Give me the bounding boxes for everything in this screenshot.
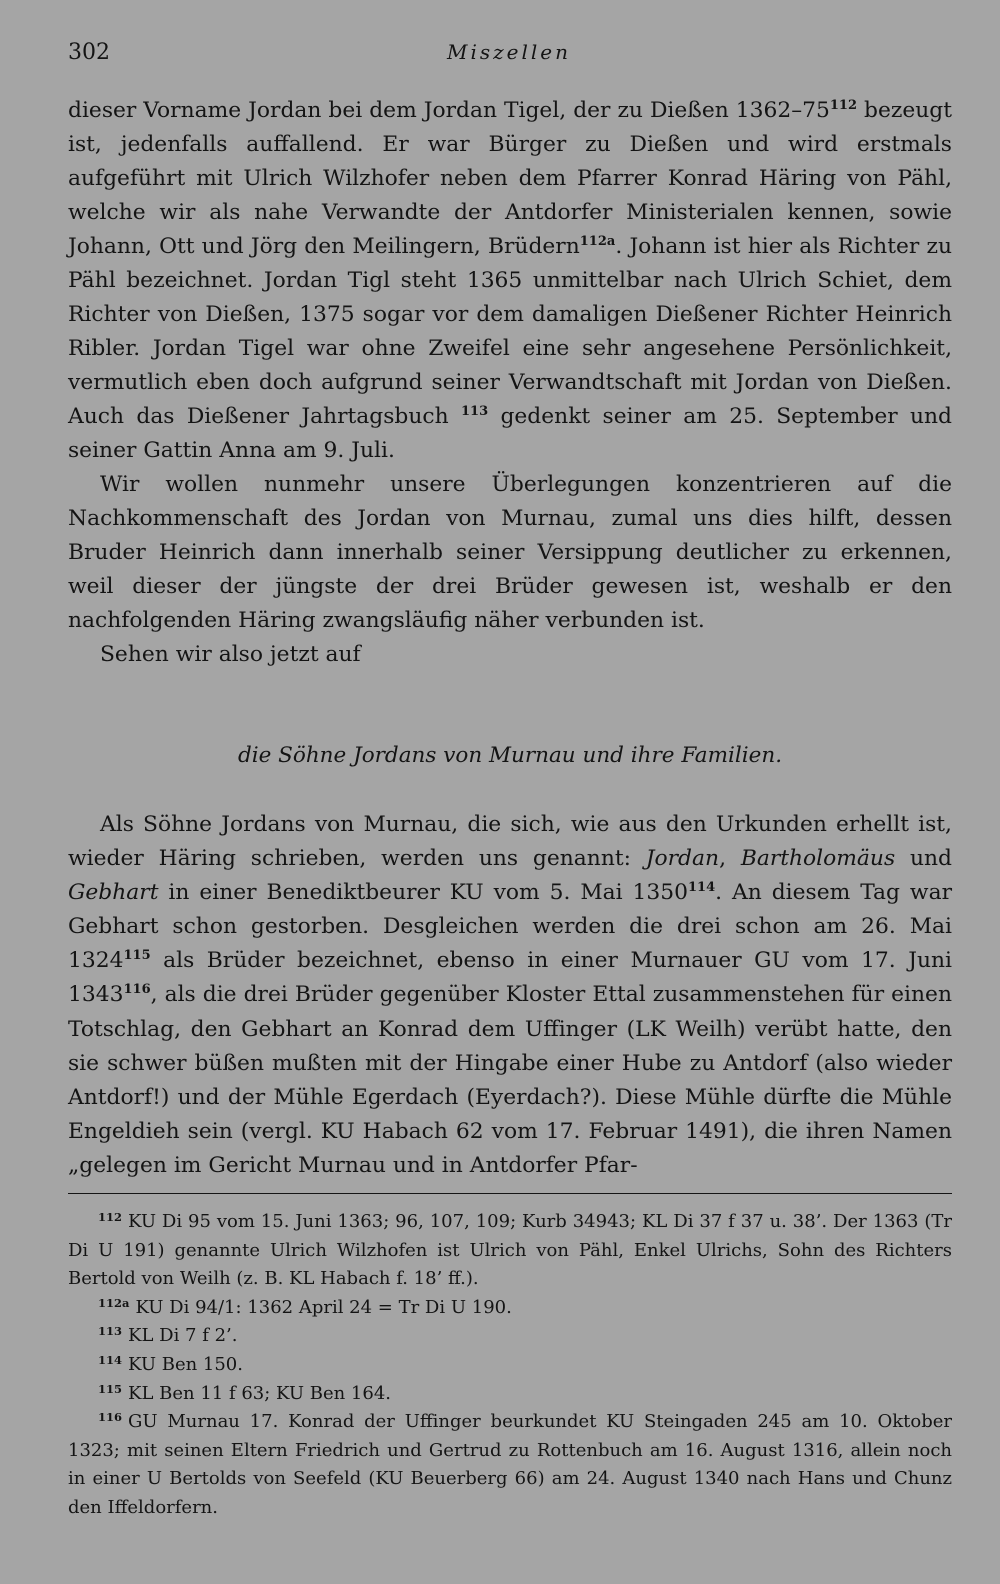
footnote-text: KU Ben 150.: [128, 1353, 243, 1375]
text-run: bezeugt ist, jedenfalls auffallend. Er war Bürger zu Dießen und wird erstmals aufgeführt mit Ulrich Wilzhofer neben dem Pfarrer Konrad Häring von Pähl, welche wir als nahe Verwandte der Antdorfer Ministerialen kennen, sowie Johann, Ott und Jörg den Meilingern, Brüdern: [68, 98, 952, 259]
text-run: ,: [719, 846, 741, 872]
footnote-ref: 116: [123, 982, 151, 998]
text-run: dieser Vorname Jordan bei dem Jordan Tigel, der zu Dießen 1362–75: [68, 98, 830, 123]
footnote-112: [68, 1208, 952, 1294]
footnote-number: 112a: [98, 1295, 130, 1310]
footnotes: [68, 1208, 952, 1523]
text-run: . An diesem Tag war Gebhart schon gestorben. Desgleichen werden die drei schon am 26. Mai 1324: [68, 880, 952, 974]
footnote-number: 115: [98, 1381, 123, 1396]
footnote-116: [68, 1408, 952, 1522]
name-bartholomaeus: Bartholomäus: [740, 846, 896, 872]
footnote-text: GU Murnau 17. Konrad der Uffinger beurkundet KU Steingaden 245 am 10. Oktober 1323; mit seinen Eltern Friedrich und Gertrud zu Rottenbuch am 16. August 1316, allein noch in einer U Bertolds von Seefeld (KU Beuerberg 66) am 24. August 1340 nach Hans und Chunz den Iffeldorfern.: [68, 1411, 952, 1518]
footnote-ref: 113: [460, 404, 489, 419]
page-number: 302: [68, 40, 110, 65]
running-title: Miszellen: [446, 40, 572, 64]
main-text: [68, 94, 952, 672]
footnote-divider: [68, 1193, 952, 1194]
name-gebhart: Gebhart: [68, 880, 159, 906]
footnote-ref: 114: [688, 880, 716, 896]
text-run: Als Söhne Jordans von Murnau, die sich, wie aus den Urkunden erhellt ist, wieder Häring schrieben, werden uns genannt:: [68, 812, 952, 872]
footnote-112a: [68, 1294, 952, 1323]
footnote-ref: 115: [123, 948, 151, 964]
paragraph-1: [68, 94, 952, 468]
text-run: als Brüder bezeichnet, ebenso in einer Murnauer GU vom 17. Juni 1343: [68, 948, 952, 1008]
footnote-114: [68, 1351, 952, 1380]
text-run: in einer Benediktbeurer KU vom 5. Mai 1350: [158, 880, 689, 906]
paragraph-2: Wir wollen nunmehr unsere Überlegungen konzentrieren auf die Nachkommenschaft des Jordan von Murnau, zumal uns dies hilft, dessen Bruder Heinrich dann innerhalb seiner Versippung deutlicher zu erkennen, weil dieser der jüngste der drei Brüder gewesen ist, weshalb er den nachfolgenden Häring zwangsläufig näher verbunden ist.: [68, 472, 952, 633]
text-run: und: [895, 846, 952, 872]
footnote-text: KL Ben 11 f 63; KU Ben 164.: [128, 1382, 392, 1404]
footnote-number: 116: [98, 1410, 123, 1425]
footnote-number: 113: [98, 1324, 123, 1339]
section-heading: die Söhne Jordans von Murnau und ihre Familien.: [237, 743, 783, 768]
text-run: , als die drei Brüder gegenüber Kloster Ettal zusammenstehen für einen Totschlag, den Gebhart an Konrad dem Uffinger (LK Weilh) verübt hatte, den sie schwer büßen mußten mit der Hingabe einer Hube zu Antdorf (also wieder Antdorf!) und der Mühle Egerdach (Eyerdach?). Diese Mühle dürfte die Mühle Engeldieh sein (vergl. KU Habach 62 vom 17. Februar 1491), die ihren Namen „gelegen im Gericht Murnau und in Antdorfer Pfar-: [68, 982, 952, 1178]
footnote-number: 112: [98, 1210, 123, 1224]
text-run: . Johann ist hier als Richter zu Pähl bezeichnet. Jordan Tigl steht 1365 unmittelbar nach Ulrich Schiet, dem Richter von Dießen, 1375 sogar vor dem damaligen Dießener Richter Heinrich Ribler. Jordan Tigel war ohne Zweifel eine sehr angesehene Persönlichkeit, vermutlich eben doch aufgrund seiner Verwandtschaft mit Jordan von Dießen. Auch das Dießener Jahrtagsbuch: [68, 234, 952, 429]
page-header: [68, 40, 950, 72]
footnote-ref: 112: [829, 98, 858, 113]
paragraph-3: Sehen wir also jetzt auf: [100, 642, 361, 667]
paragraph-4: [68, 808, 952, 1183]
footnote-text: KU Di 95 vom 15. Juni 1363; 96, 107, 109; Kurb 34943; KL Di 37 f 37 u. 38’. Der 1363 (Tr Di U 191) genannte Ulrich Wilzhofen ist Ulrich von Pähl, Enkel Ulrichs, Sohn des Richters Bertold von Weilh (z. B. KL Habach f. 18’ ff.).: [68, 1211, 952, 1290]
footnote-ref: 112a: [579, 234, 616, 249]
footnote-number: 114: [98, 1352, 123, 1367]
footnote-115: [68, 1380, 952, 1409]
name-jordan: Jordan: [645, 846, 720, 872]
footnote-text: KL Di 7 f 2’.: [128, 1325, 238, 1347]
footnote-text: KU Di 94/1: 1362 April 24 = Tr Di U 190.: [135, 1296, 512, 1318]
text-run: gedenkt seiner am 25. September und seiner Gattin Anna am 9. Juli.: [68, 404, 952, 463]
footnote-113: [68, 1322, 952, 1351]
